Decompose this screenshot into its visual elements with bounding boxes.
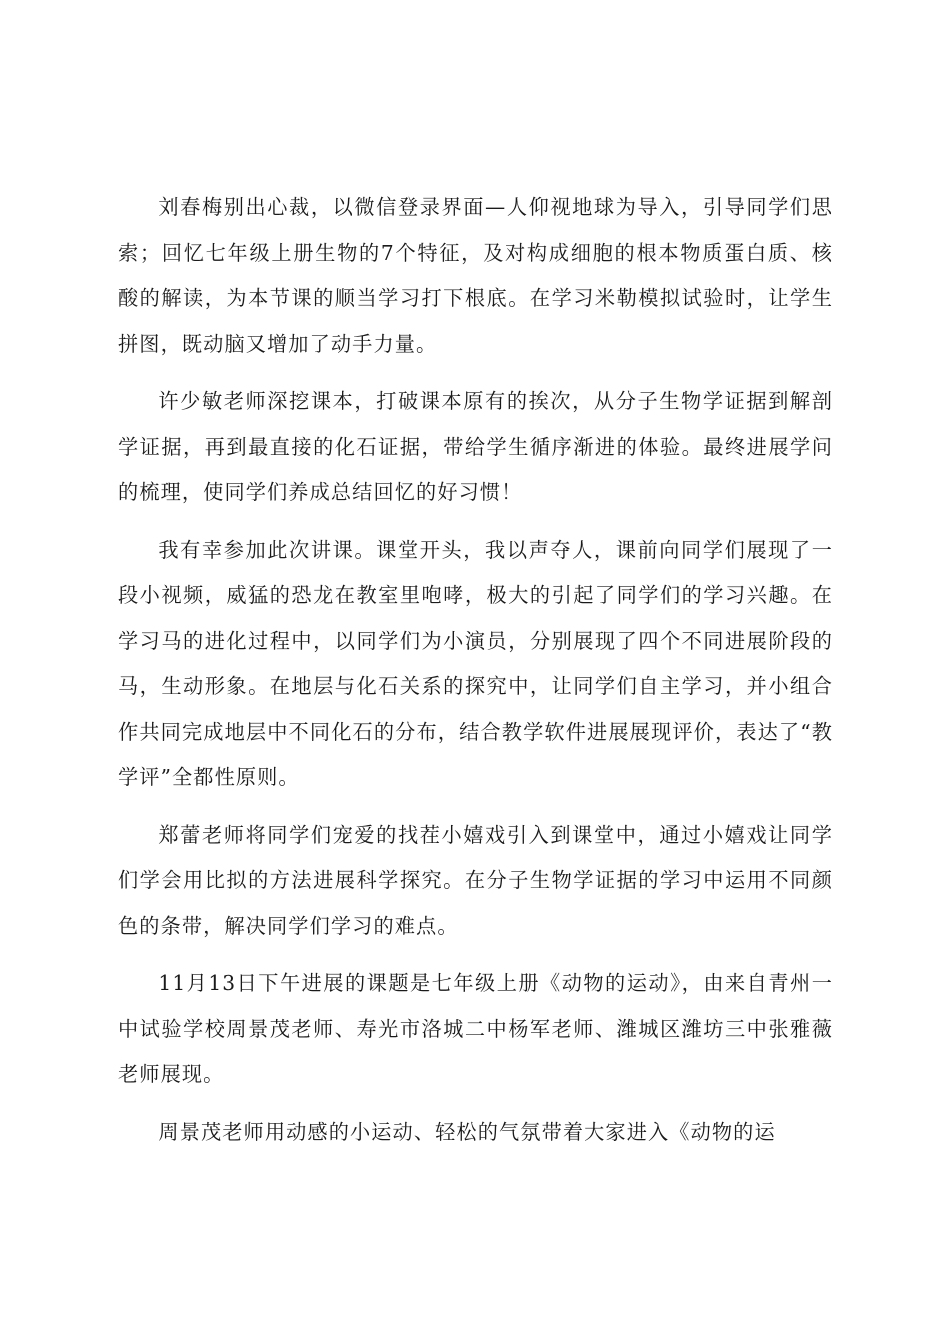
paragraph-5: 11月13日下午进展的课题是七年级上册《动物的运动》，由来自青州一中试验学校周景茂老师、寿光市洛城二中杨军老师、潍城区潍坊三中张雅薇老师展现。 <box>118 971 833 1086</box>
paragraph-2: 许少敏老师深挖课本，打破课本原有的挨次，从分子生物学证据到解剖学证据，再到最直接的化石证据，带给学生循序渐进的体验。最终进展学问的梳理，使同学们养成总结回忆的好习惯！ <box>118 389 833 504</box>
document-body <box>118 185 833 1167</box>
paragraph-4: 郑蕾老师将同学们宠爱的找茬小嬉戏引入到课堂中，通过小嬉戏让同学们学会用比拟的方法进展科学探究。在分子生物学证据的学习中运用不同颜色的条带，解决同学们学习的难点。 <box>118 822 833 938</box>
paragraph-6: 周景茂老师用动感的小运动、轻松的气氛带着大家进入《动物的运 <box>158 1119 776 1144</box>
paragraph-1: 刘春梅别出心裁，以微信登录界面—人仰视地球为导入，引导同学们思索；回忆七年级上册生物的7个特征，及对构成细胞的根本物质蛋白质、核酸的解读，为本节课的顺当学习打下根底。在学习米勒模拟试验时，让学生拼图，既动脑又增加了动手力量。 <box>118 195 833 356</box>
paragraph-3: 我有幸参加此次讲课。课堂开头，我以声夺人，课前向同学们展现了一段小视频，威猛的恐龙在教室里咆哮，极大的引起了同学们的学习兴趣。在学习马的进化过程中，以同学们为小演员，分别展现了四个不同进展阶段的马，生动形象。在地层与化石关系的探究中，让同学们自主学习，并小组合作共同完成地层中不同化石的分布，结合教学软件进展展现评价，表达了“教学评”全都性原则。 <box>118 537 833 789</box>
